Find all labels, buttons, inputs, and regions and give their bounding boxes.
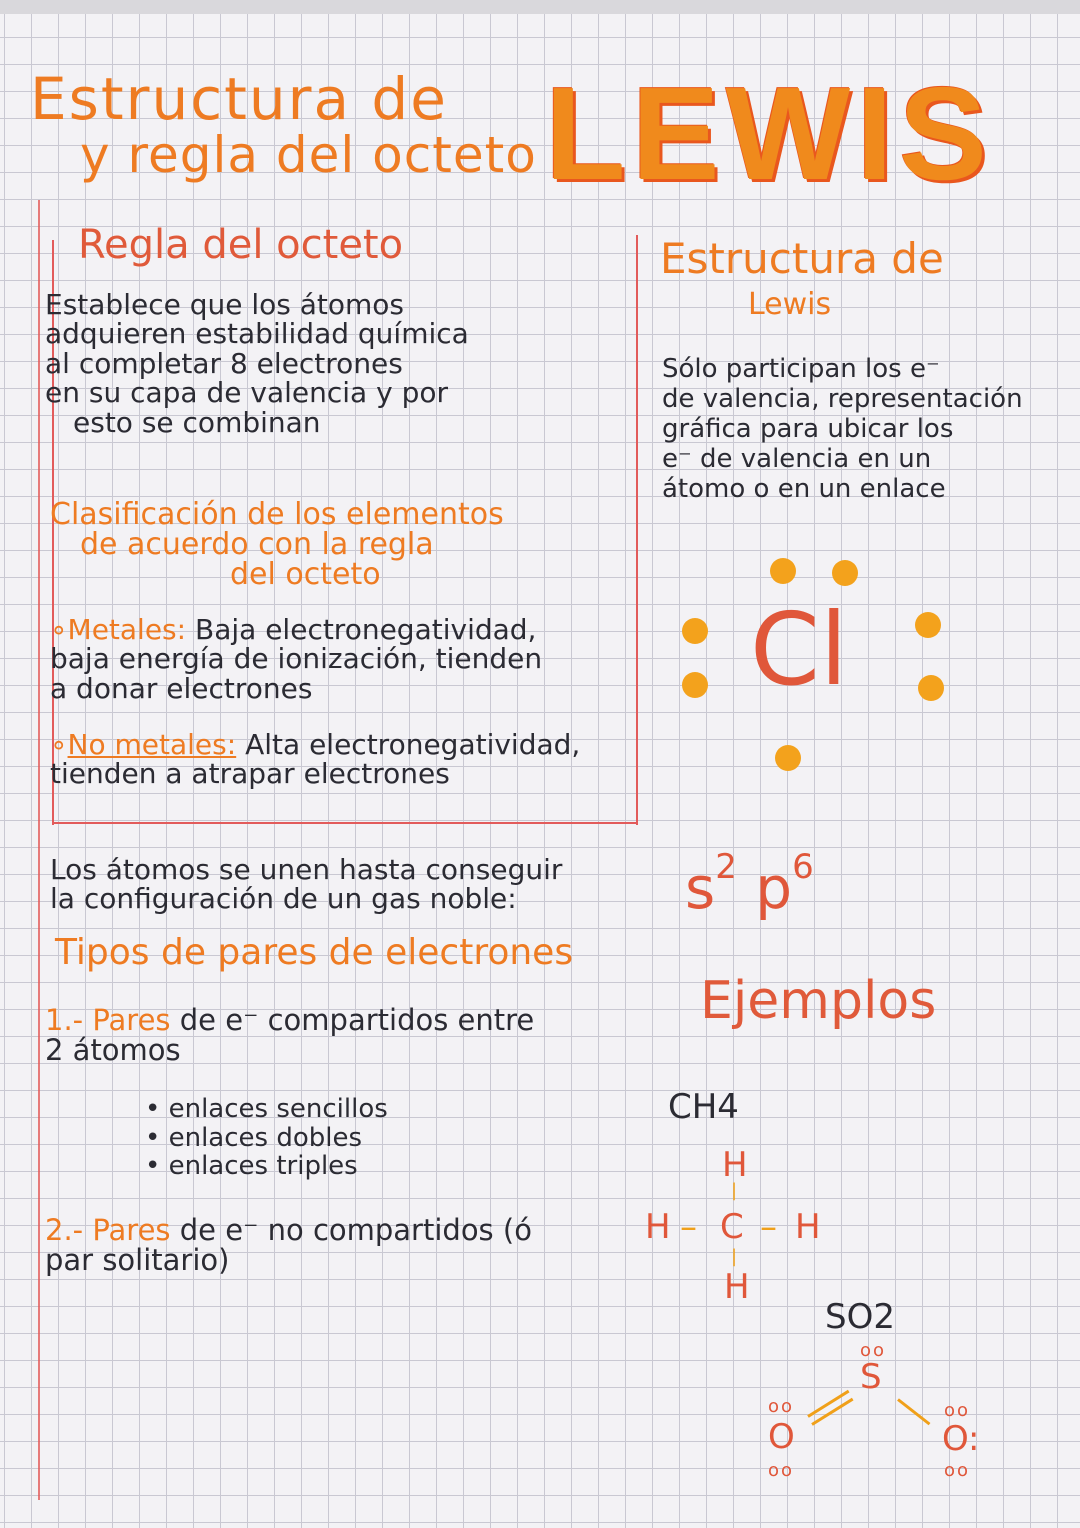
nometales-line: Alta electronegatividad,	[245, 728, 581, 761]
nometales-label: No metales:	[67, 728, 237, 761]
estructura-heading: Estructura de	[660, 234, 944, 283]
so2-s-lone-pair: oo	[860, 1340, 887, 1361]
ch4-formula: CH4	[668, 1087, 739, 1127]
gas-noble-line: Los átomos se unen hasta conseguir	[50, 853, 563, 886]
so2-s: S	[860, 1357, 882, 1397]
enlaces-list	[145, 1095, 388, 1181]
ch4-h-top: H	[722, 1145, 748, 1185]
ch4-h-right: H	[795, 1207, 821, 1247]
ch4-bond-top: |	[731, 1180, 738, 1201]
clasificacion-heading	[50, 497, 504, 592]
so2-formula: SO2	[825, 1297, 895, 1337]
metales-label: Metales:	[67, 613, 187, 646]
page-top-band	[0, 0, 1080, 14]
title-line1: Estructura de	[30, 65, 448, 133]
regla-line: Establece que los átomos	[45, 288, 405, 321]
so2-o-right: O	[942, 1419, 969, 1459]
par2-line: par solitario)	[45, 1243, 230, 1278]
gas-noble-text	[50, 855, 562, 914]
config-p: p	[755, 854, 793, 922]
config-s: s	[685, 854, 716, 922]
so2-o-left-lone-pair: oo	[768, 1396, 795, 1417]
margin-line	[38, 200, 40, 1500]
nometales-bullet: ∘	[50, 728, 68, 761]
clasificacion-line: de acuerdo con la regla	[80, 527, 434, 562]
estructura-text	[662, 355, 1023, 504]
metales-line: baja energía de ionización, tienden	[50, 642, 543, 676]
ch4-bond-right: –	[760, 1207, 777, 1247]
regla-line: esto se combinan	[73, 405, 321, 439]
so2-o-right-lone-pair: oo	[944, 1460, 971, 1481]
electron-dot	[915, 612, 941, 638]
title-lewis: LEWIS	[545, 60, 993, 207]
par2-line: de e⁻ no compartidos (ó	[179, 1213, 532, 1247]
regla-line: al completar 8 electrones	[45, 346, 403, 380]
par1-line: de e⁻ compartidos entre	[179, 1003, 535, 1037]
electron-dot	[682, 672, 708, 698]
so2-o-right-lone-pair: oo	[944, 1400, 971, 1421]
estructura-sub: Lewis	[748, 287, 832, 322]
electron-config	[685, 847, 814, 922]
regla-text	[45, 290, 469, 437]
ch4-bond-bottom: |	[731, 1246, 738, 1267]
gas-noble-line: la configuración de un gas noble:	[50, 882, 517, 916]
tipos-heading: Tipos de pares de electrones	[55, 932, 574, 973]
ch4-bond-left: –	[680, 1207, 697, 1247]
so2-o-right-colon: :	[968, 1419, 980, 1459]
so2-o-left-lone-pair: oo	[768, 1460, 795, 1481]
config-s-exp: 2	[715, 847, 737, 887]
ch4-h-bottom: H	[724, 1267, 750, 1307]
ejemplos-heading: Ejemplos	[700, 971, 937, 1031]
regla-line: en su capa de valencia y por	[45, 376, 448, 410]
electron-dot	[832, 560, 858, 586]
electron-dot	[775, 745, 801, 771]
estructura-line: gráfica para ubicar los	[662, 413, 954, 444]
regla-line: adquieren estabilidad química	[45, 317, 469, 351]
title-line2: y regla del octeto	[80, 126, 537, 184]
clasificacion-line: del octeto	[230, 557, 381, 592]
divider-vertical	[636, 235, 638, 825]
estructura-line: Sólo participan los e⁻	[662, 354, 940, 384]
estructura-line: de valencia, representación	[662, 383, 1023, 414]
ch4-c: C	[720, 1207, 744, 1247]
regla-heading: Regla del octeto	[78, 222, 404, 268]
so2-single-bond	[897, 1398, 930, 1425]
enlace-text: enlaces sencillos	[168, 1094, 388, 1124]
ch4-h-left: H	[645, 1207, 671, 1247]
metales-line: a donar electrones	[50, 671, 313, 705]
metales-line: Baja electronegatividad,	[195, 613, 537, 646]
enlace-text: enlaces dobles	[168, 1122, 363, 1153]
electron-dot	[770, 558, 796, 584]
enlace-item: • enlaces dobles	[145, 1122, 363, 1153]
metales-block	[50, 615, 542, 703]
electron-dot	[682, 618, 708, 644]
enlace-item: • enlaces triples	[145, 1151, 358, 1182]
config-p-exp: 6	[792, 847, 814, 887]
enlace-text: enlaces triples	[168, 1151, 358, 1182]
nometales-line: tienden a atrapar electrones	[50, 757, 450, 791]
nometales-block	[50, 730, 580, 789]
estructura-line: e⁻ de valencia en un	[662, 443, 932, 474]
par1-line: 2 átomos	[45, 1033, 181, 1068]
chlorine-symbol: Cl	[750, 591, 848, 708]
metales-bullet: ∘	[50, 613, 68, 646]
estructura-line: átomo o en un enlace	[662, 473, 946, 504]
par2-block	[45, 1215, 532, 1276]
clasificacion-line: Clasificación de los elementos	[50, 497, 504, 532]
enlace-item: • enlaces sencillos	[145, 1094, 388, 1124]
divider-horizontal	[52, 822, 638, 824]
so2-o-left: O	[768, 1417, 795, 1457]
par1-block	[45, 1005, 534, 1066]
par1-label: 1.- Pares	[45, 1003, 171, 1037]
par2-label: 2.- Pares	[45, 1213, 171, 1247]
electron-dot	[918, 675, 944, 701]
